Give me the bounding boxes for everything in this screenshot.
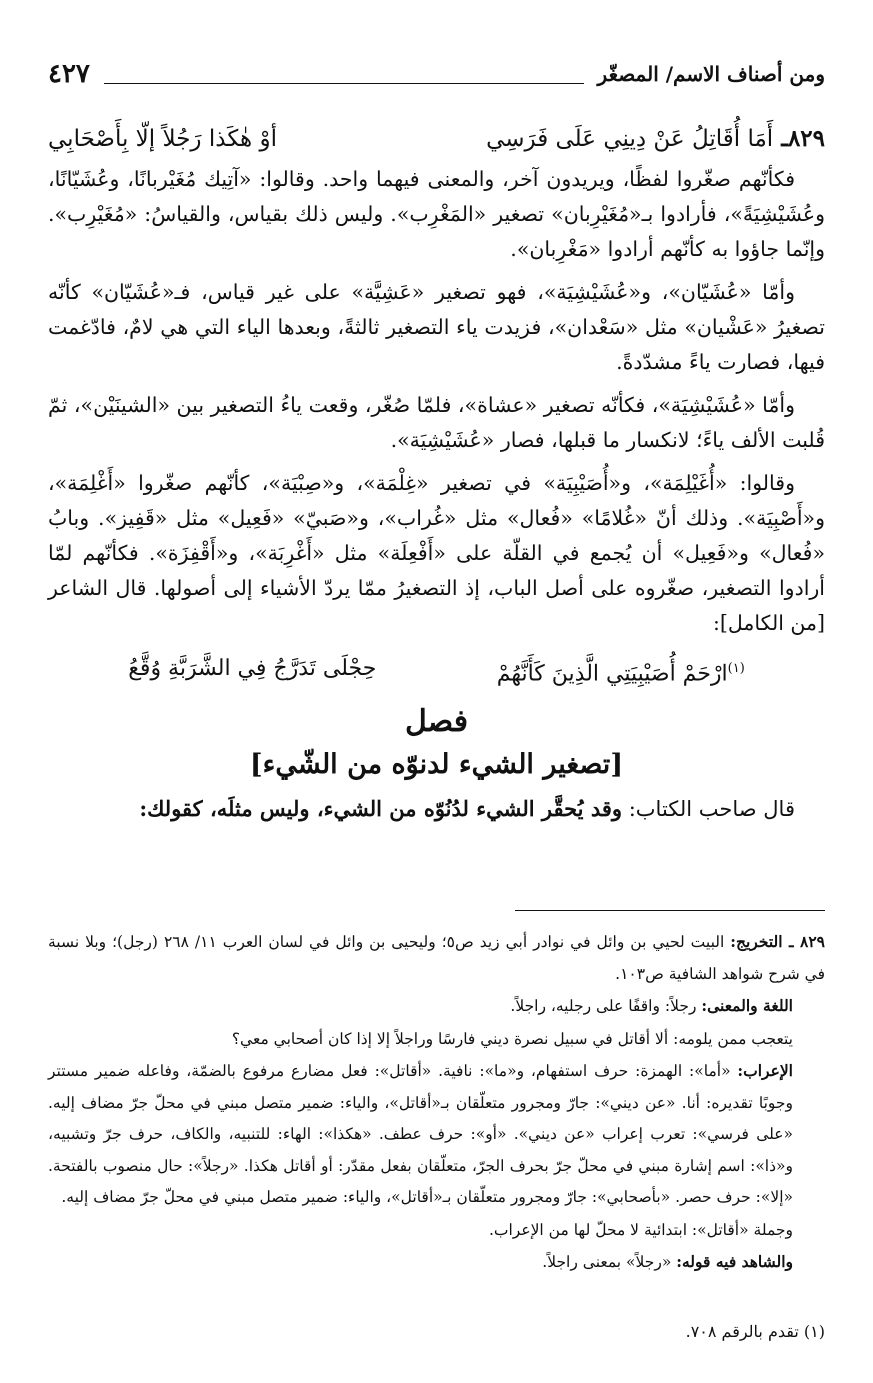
- main-text: [48, 118, 825, 832]
- note-line: اللغة والمعنى: رجلاً: واقفًا على رجليه، راجلاً.: [510, 996, 793, 1015]
- verse-hemistich-1: أَمَا أُقَاتِلُ عَنْ دِينِي عَلَى فَرَسِي: [486, 126, 774, 152]
- section-title: فصل: [404, 704, 469, 740]
- poem-hemistich-1: $^{(١)}$ارْحَمْ أُصَيْبِيَتِي الَّذِينَ كَأَنَّهُمْ: [496, 661, 745, 687]
- quote-text: وقد يُحقَّر الشيء لدُنُوّه من الشيء، وليس مثلَه، كقولك:: [139, 796, 623, 822]
- section-subtitle: [تصغير الشيء لدنوّه من الشّيء]: [249, 749, 624, 781]
- poem-verse: [48, 647, 825, 696]
- note-line: ٨٢٩ ـ التخريج: البيت لحيي بن وائل في نوادر أبي زيد ص٥؛ وليحيى بن وائل في لسان العرب ١١/ ٢٦٨ (رجل)؛ وبلا نسبة في شرح شواهد الشافية ص١٠٣.: [48, 932, 825, 983]
- note-line: الإعراب: «أما»: الهمزة: حرف استفهام، و«ما»: نافية. «أقاتل»: فعل مضارع مرفوع بالضمّة، وفاعله ضمير مستتر وجوبًا تقديره: أنا. «عن ديني»: جارّ ومجرور متعلّقان بـ«أقاتل»، والياء: ضمير متصل مبني في محلّ جرّ مضاف إليه. «على فرسي»: تعرب إعراب «عن ديني». «أو»: حرف عطف. «هكذا»: الهاء: للتنبيه، والكاف، حرف جرّ وتشبيه، و«ذا»: اسم إشارة مبني في محلّ جرّ بحرف الجرّ، متعلّقان بفعل مقدّر: أو أقاتل هكذا. «رجلاً»: حال منصوب بالفتحة. «إلا»: حرف حصر. «بأصحابي»: جارّ ومجرور متعلّقان بـ«أقاتل»، والياء: ضمير متصل مبني في محلّ جرّ مضاف إليه.: [48, 1061, 793, 1206]
- header-rule: [104, 83, 584, 84]
- footnote: (١) تقدم بالرقم ٧٠٨.: [685, 1322, 825, 1341]
- chapter-title: ومن أصناف الاسم/ المصغّر: [597, 62, 825, 86]
- author-quote: [48, 786, 825, 832]
- paragraph: وقالوا: «أُغَيْلِمَة»، و«أُصَيْبِيَة» في تصغير «غِلْمَة»، و«صِبْيَة»، كأنّهم صغّروا «أَغْلِمَة»، و«أَصْبِيَة». وذلك أنّ «غُلامًا» «فُعال» مثل «غُراب»، و«صَبيّ» «فَعِيل» مثل «قَفِيز». وبابُ «فُعال» و«فَعِيل» أن يُجمع في القلّة على «أَفْعِلَة» مثل «أَغْرِبَة»، و«أَقْفِزَة». فكأنّهم لمّا أرادوا التصغير، صغّروه على أصل الباب، إذ التصغيرُ ممّا يردّ الأشياء إلى أصولها. قال الشاعر [من الكامل]:: [48, 471, 825, 635]
- paragraph: وأمّا «عُشَيْشِيَة»، فكأنّه تصغير «عشاة»، فلمّا صُغّر، وقعت ياءُ التصغير بين «الشينَيْن»، ثمّ قُلبت الألف ياءً؛ لانكسار ما قبلها، فصار «عُشَيْشِيَة».: [48, 393, 825, 452]
- verse-hemistich-2: أوْ هٰكَذا رَجُلاً إلّا بِأَصْحَابِي: [48, 126, 277, 152]
- verse-number: ٨٢٩ـ: [781, 125, 825, 152]
- verse-829: [48, 118, 825, 162]
- verse-notes: [48, 926, 825, 1279]
- page-number: ٤٢٧: [48, 59, 90, 89]
- note-line: والشاهد فيه قوله: «رجلاً» بمعنى راجلاً.: [542, 1252, 793, 1271]
- paragraph: فكأنّهم صغّروا لفظًا، ويريدون آخر، والمعنى فيهما واحد. وقالوا: «آتِيك مُغَيْربانًا، وعُشَيّانًا، وعُشَيْشِيَةً»، فأرادوا بـ«مُغَيْرِبان» تصغير «المَغْرِب». وليس ذلك بقياس، والقياسُ: «مُغَيْرِب». وإنّما جاؤوا به كأنّهم أرادوا «مَغْرِبان».: [48, 167, 825, 261]
- poem-hemistich-2: حِجْلَى تَدَرَّجُ فِي الشَّرَبَّةِ وُقَّعُ: [128, 656, 377, 681]
- quote-prefix: قال صاحب الكتاب:: [622, 797, 795, 822]
- note-line: يتعجب ممن يلومه: ألا أقاتل في سبيل نصرة ديني فارسًا وراجلاً إلا إذا كان أصحابي معي؟: [231, 1029, 793, 1048]
- footnote-separator: [515, 910, 825, 911]
- running-header: [48, 54, 825, 94]
- paragraph: وأمّا «عُشَيّان»، و«عُشَيْشِيَة»، فهو تصغير «عَشِيَّة» على غير قياس، فـ«عُشَيّان» كأنّه تصغيرُ «عَشْيان» مثل «سَعْدان»، فزيدت ياء التصغير ثالثةً، وبعدها الياء التي هي لامٌ، فادّغمت فيها، فصارت ياءً مشدّدةً.: [48, 280, 825, 374]
- footnote-ref: (١): [727, 661, 745, 676]
- note-line: وجملة «أقاتل»: ابتدائية لا محلّ لها من الإعراب.: [488, 1220, 793, 1239]
